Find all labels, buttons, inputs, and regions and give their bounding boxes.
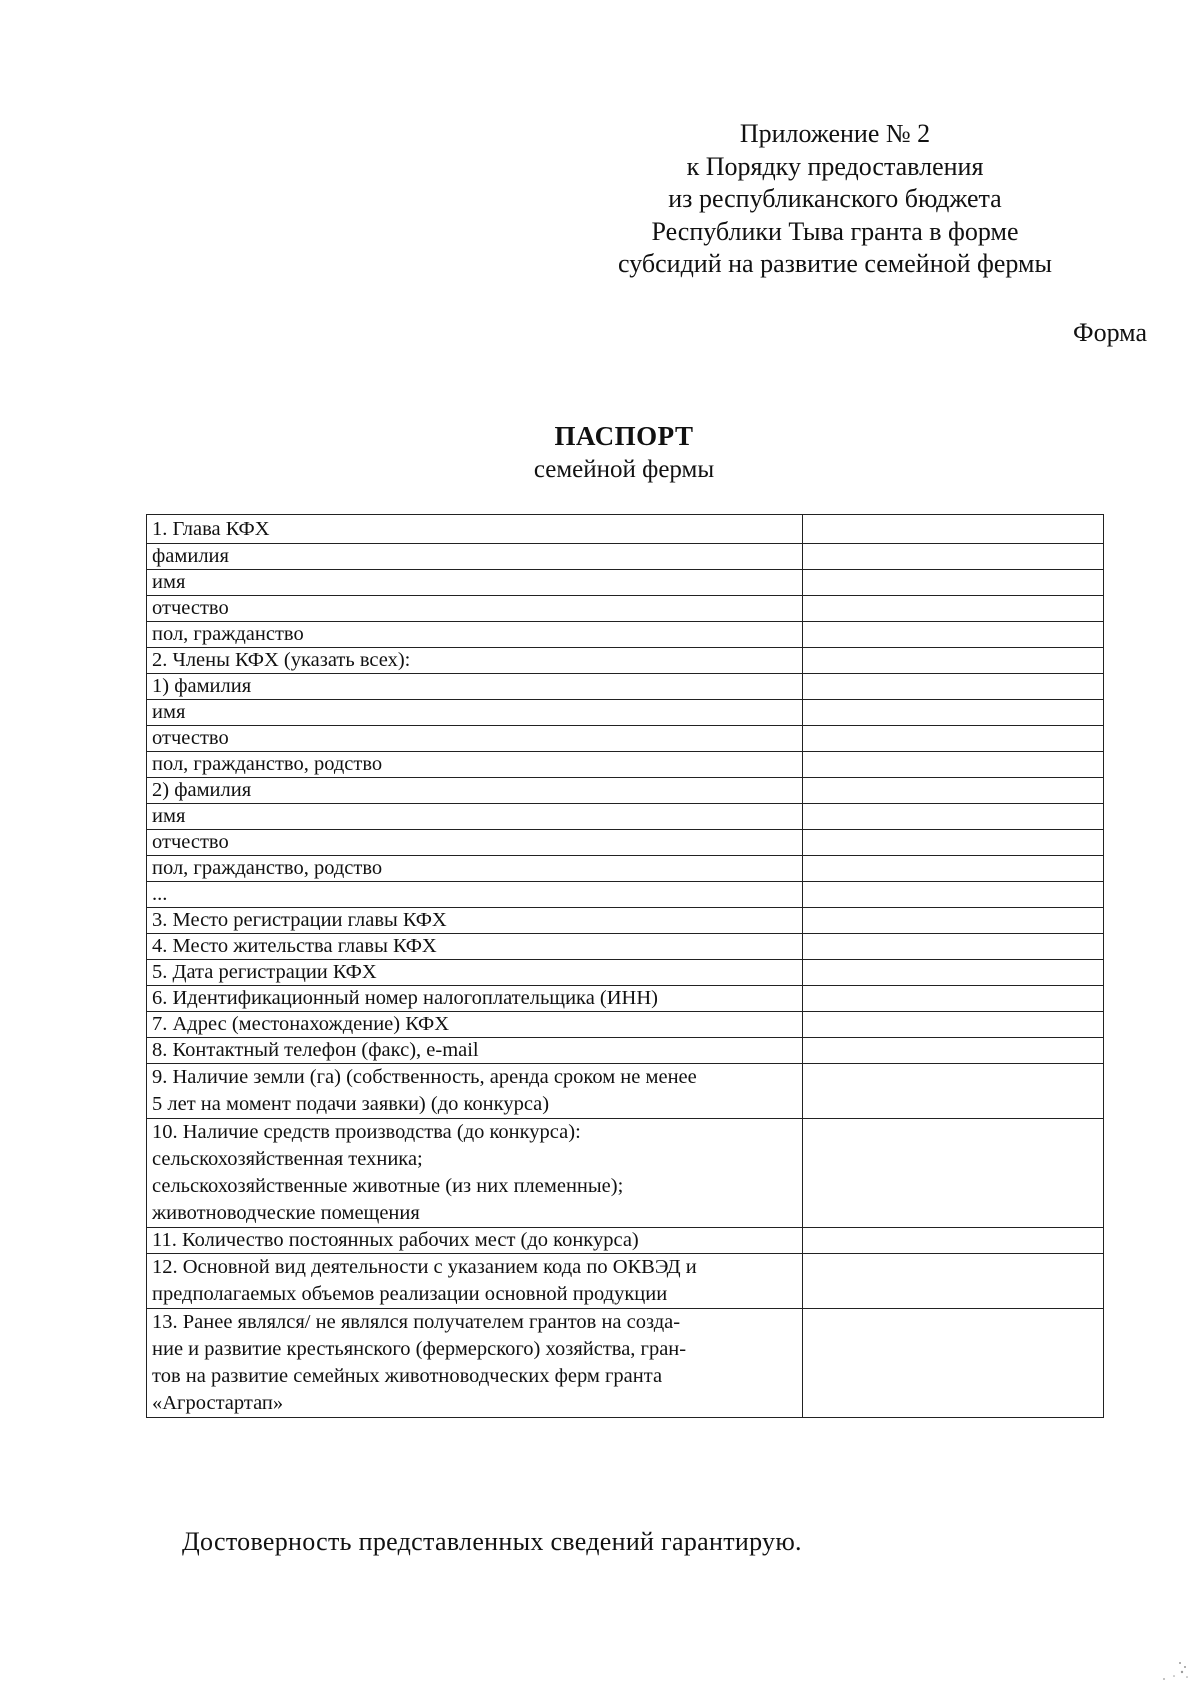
table-row: [147, 882, 1104, 908]
table-row: [147, 648, 1104, 674]
table-row: [147, 778, 1104, 804]
row-value-cell[interactable]: [803, 1012, 1104, 1038]
table-row: [147, 830, 1104, 856]
row-value-cell[interactable]: [803, 1309, 1104, 1418]
row-value-cell[interactable]: [803, 804, 1104, 830]
table-row: [147, 1309, 1104, 1418]
row-label: пол, гражданство: [147, 622, 803, 648]
row-label: отчество: [147, 596, 803, 622]
row-label: имя: [147, 804, 803, 830]
row-value-cell[interactable]: [803, 622, 1104, 648]
row-value-cell[interactable]: [803, 752, 1104, 778]
row-value-cell[interactable]: [803, 544, 1104, 570]
row-label: 1) фамилия: [147, 674, 803, 700]
row-value-cell[interactable]: [803, 570, 1104, 596]
table-row: [147, 960, 1104, 986]
table-row: [147, 986, 1104, 1012]
row-label: отчество: [147, 726, 803, 752]
row-value-cell[interactable]: [803, 648, 1104, 674]
row-value-cell[interactable]: [803, 830, 1104, 856]
table-row: [147, 1119, 1104, 1228]
row-value-cell[interactable]: [803, 726, 1104, 752]
table-row: [147, 596, 1104, 622]
row-label: ...: [147, 882, 803, 908]
form-label: Форма: [1073, 318, 1147, 347]
row-label: имя: [147, 700, 803, 726]
row-label: 7. Адрес (местонахождение) КФХ: [147, 1012, 803, 1038]
appendix-line-5: субсидий на развитие семейной фермы: [618, 249, 1052, 278]
table-row: [147, 1254, 1104, 1309]
table-row: [147, 570, 1104, 596]
row-label: 6. Идентификационный номер налогоплательщика (ИНН): [147, 986, 803, 1012]
table-row: [147, 934, 1104, 960]
row-label: 2. Члены КФХ (указать всех):: [147, 648, 803, 674]
row-label: фамилия: [147, 544, 803, 570]
row-label: 1. Глава КФХ: [147, 515, 803, 544]
appendix-line-2: к Порядку предоставления: [686, 151, 984, 181]
table-row: [147, 1064, 1104, 1119]
table-row: [147, 726, 1104, 752]
row-label: отчество: [147, 830, 803, 856]
row-label: 5. Дата регистрации КФХ: [147, 960, 803, 986]
row-label: имя: [147, 570, 803, 596]
row-value-cell[interactable]: [803, 1064, 1104, 1119]
row-value-cell[interactable]: [803, 674, 1104, 700]
row-label: 13. Ранее являлся/ не являлся получателем грантов на созда- ние и развитие крестьянского (фермерского) хозяйства, гран- тов на развитие семейных животноводческих ферм гранта «Агростартап»: [147, 1309, 803, 1418]
row-value-cell[interactable]: [803, 700, 1104, 726]
row-value-cell[interactable]: [803, 515, 1104, 544]
row-label: 10. Наличие средств производства (до конкурса): сельскохозяйственная техника; сельскохозяйственные животные (из них племенные); животноводческие помещения: [147, 1119, 803, 1228]
row-value-cell[interactable]: [803, 908, 1104, 934]
row-value-cell[interactable]: [803, 1038, 1104, 1064]
table-row: [147, 856, 1104, 882]
table-row: [147, 752, 1104, 778]
row-label: 11. Количество постоянных рабочих мест (до конкурса): [147, 1228, 803, 1254]
table-row: [147, 1038, 1104, 1064]
row-value-cell[interactable]: [803, 934, 1104, 960]
table-row: [147, 622, 1104, 648]
row-value-cell[interactable]: [803, 986, 1104, 1012]
row-value-cell[interactable]: [803, 1254, 1104, 1309]
scan-artifact-mark: [1152, 1659, 1192, 1683]
table-row: [147, 544, 1104, 570]
row-label: 4. Место жительства главы КФХ: [147, 934, 803, 960]
row-value-cell[interactable]: [803, 1228, 1104, 1254]
table-row: [147, 804, 1104, 830]
row-value-cell[interactable]: [803, 596, 1104, 622]
row-label: 8. Контактный телефон (факс), e-mail: [147, 1038, 803, 1064]
guarantee-statement: Достоверность представленных сведений гарантирую.: [182, 1527, 802, 1556]
row-value-cell[interactable]: [803, 1119, 1104, 1228]
appendix-line-4: Республики Тыва гранта в форме: [651, 216, 1019, 246]
passport-table: [146, 514, 1104, 1418]
table-row: [147, 674, 1104, 700]
table-row: [147, 1228, 1104, 1254]
document-subtitle: семейной фермы: [533, 456, 715, 483]
table-row: [147, 700, 1104, 726]
row-label: пол, гражданство, родство: [147, 752, 803, 778]
row-value-cell[interactable]: [803, 778, 1104, 804]
row-label: 3. Место регистрации главы КФХ: [147, 908, 803, 934]
row-value-cell[interactable]: [803, 960, 1104, 986]
document-title: ПАСПОРТ: [554, 421, 694, 451]
table-row: [147, 515, 1104, 544]
appendix-line-1: Приложение № 2: [739, 119, 931, 148]
row-value-cell[interactable]: [803, 856, 1104, 882]
appendix-line-3: из республиканского бюджета: [668, 184, 1002, 213]
table-row: [147, 908, 1104, 934]
row-label: 2) фамилия: [147, 778, 803, 804]
row-label: 9. Наличие земли (га) (собственность, аренда сроком не менее 5 лет на момент подачи заявки) (до конкурса): [147, 1064, 803, 1119]
table-row: [147, 1012, 1104, 1038]
row-label: 12. Основной вид деятельности с указанием кода по ОКВЭД и предполагаемых объемов реализации основной продукции: [147, 1254, 803, 1309]
row-label: пол, гражданство, родство: [147, 856, 803, 882]
row-value-cell[interactable]: [803, 882, 1104, 908]
appendix-header: [600, 118, 1070, 281]
